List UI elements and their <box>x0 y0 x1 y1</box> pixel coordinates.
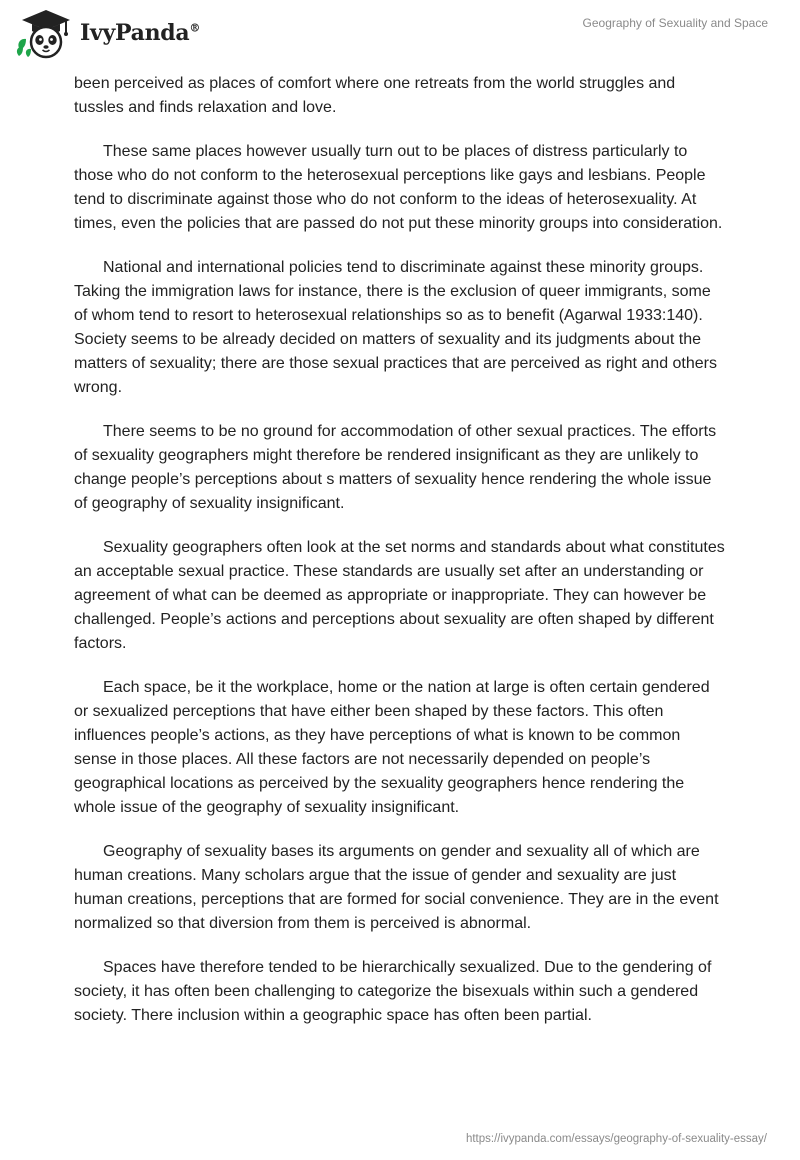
panda-graduate-icon <box>14 6 76 60</box>
essay-body <box>74 72 726 1048</box>
page-header <box>0 0 800 70</box>
paragraph: Sexuality geographers often look at the set norms and standards about what constitutes an acceptable sexual practice. These standards are usually set after an understanding or agreement of what can be deemed as appropriate or inappropriate. They can however be challenged. People’s actions and perceptions about sexuality are often shaped by different factors. <box>74 539 725 652</box>
paragraph: There seems to be no ground for accommodation of other sexual practices. The efforts of sexuality geographers might therefore be rendered insignificant as they are unlikely to change people’s perceptions about s matters of sexuality hence rendering the whole issue of geography of sexuality insignificant. <box>74 423 717 512</box>
paragraph: Each space, be it the workplace, home or the nation at large is often certain gendered or sexualized perceptions that have either been shaped by these factors. This often influences people’s actions, as they have perceptions of what is known to be common sense in those places. All these factors are not necessarily depended on people’s geographical locations as perceived by the sexuality geographers hence rendering the whole issue of the geography of sexuality insignificant. <box>74 679 710 816</box>
paragraph: Geography of sexuality bases its arguments on gender and sexuality all of which are human creations. Many scholars argue that the issue of gender and sexuality are just human creations, perceptions that are formed for social convenience. They are in the event normalized so that diversion from them is perceived is abnormal. <box>74 843 719 932</box>
paragraph: These same places however usually turn out to be places of distress particularly to those who do not conform to the heterosexual perceptions like gays and lesbians. People tend to discriminate against those who do not conform to the ideas of heterosexuality. At times, even the policies that are passed do not put these minority groups into consideration. <box>74 143 723 232</box>
paragraph: Spaces have therefore tended to be hierarchically sexualized. Due to the gendering of society, it has often been challenging to categorize the bisexuals within such a gendered society. There inclusion within a geographic space has often been partial. <box>74 959 712 1024</box>
registered-mark: ® <box>189 21 201 35</box>
document-title: Geography of Sexuality and Space <box>582 16 768 30</box>
ivypanda-logo[interactable] <box>14 6 200 60</box>
paragraph-continuation: been perceived as places of comfort where one retreats from the world struggles and tussles and finds relaxation and love. <box>74 75 676 116</box>
brand-name: IvyPanda® <box>80 20 201 46</box>
source-url[interactable]: https://ivypanda.com/essays/geography-of-sexuality-essay/ <box>465 1133 767 1145</box>
paragraph: National and international policies tend to discriminate against these minority groups. Taking the immigration laws for instance, there is the exclusion of queer immigrants, some of whom tend to resort to heterosexual relationships so as to benefit (Agarwal 1933:140). Society seems to be already decided on matters of sexuality and its judgments about the matters of sexuality; there are those sexual practices that are perceived as right and others wrong. <box>74 259 717 396</box>
